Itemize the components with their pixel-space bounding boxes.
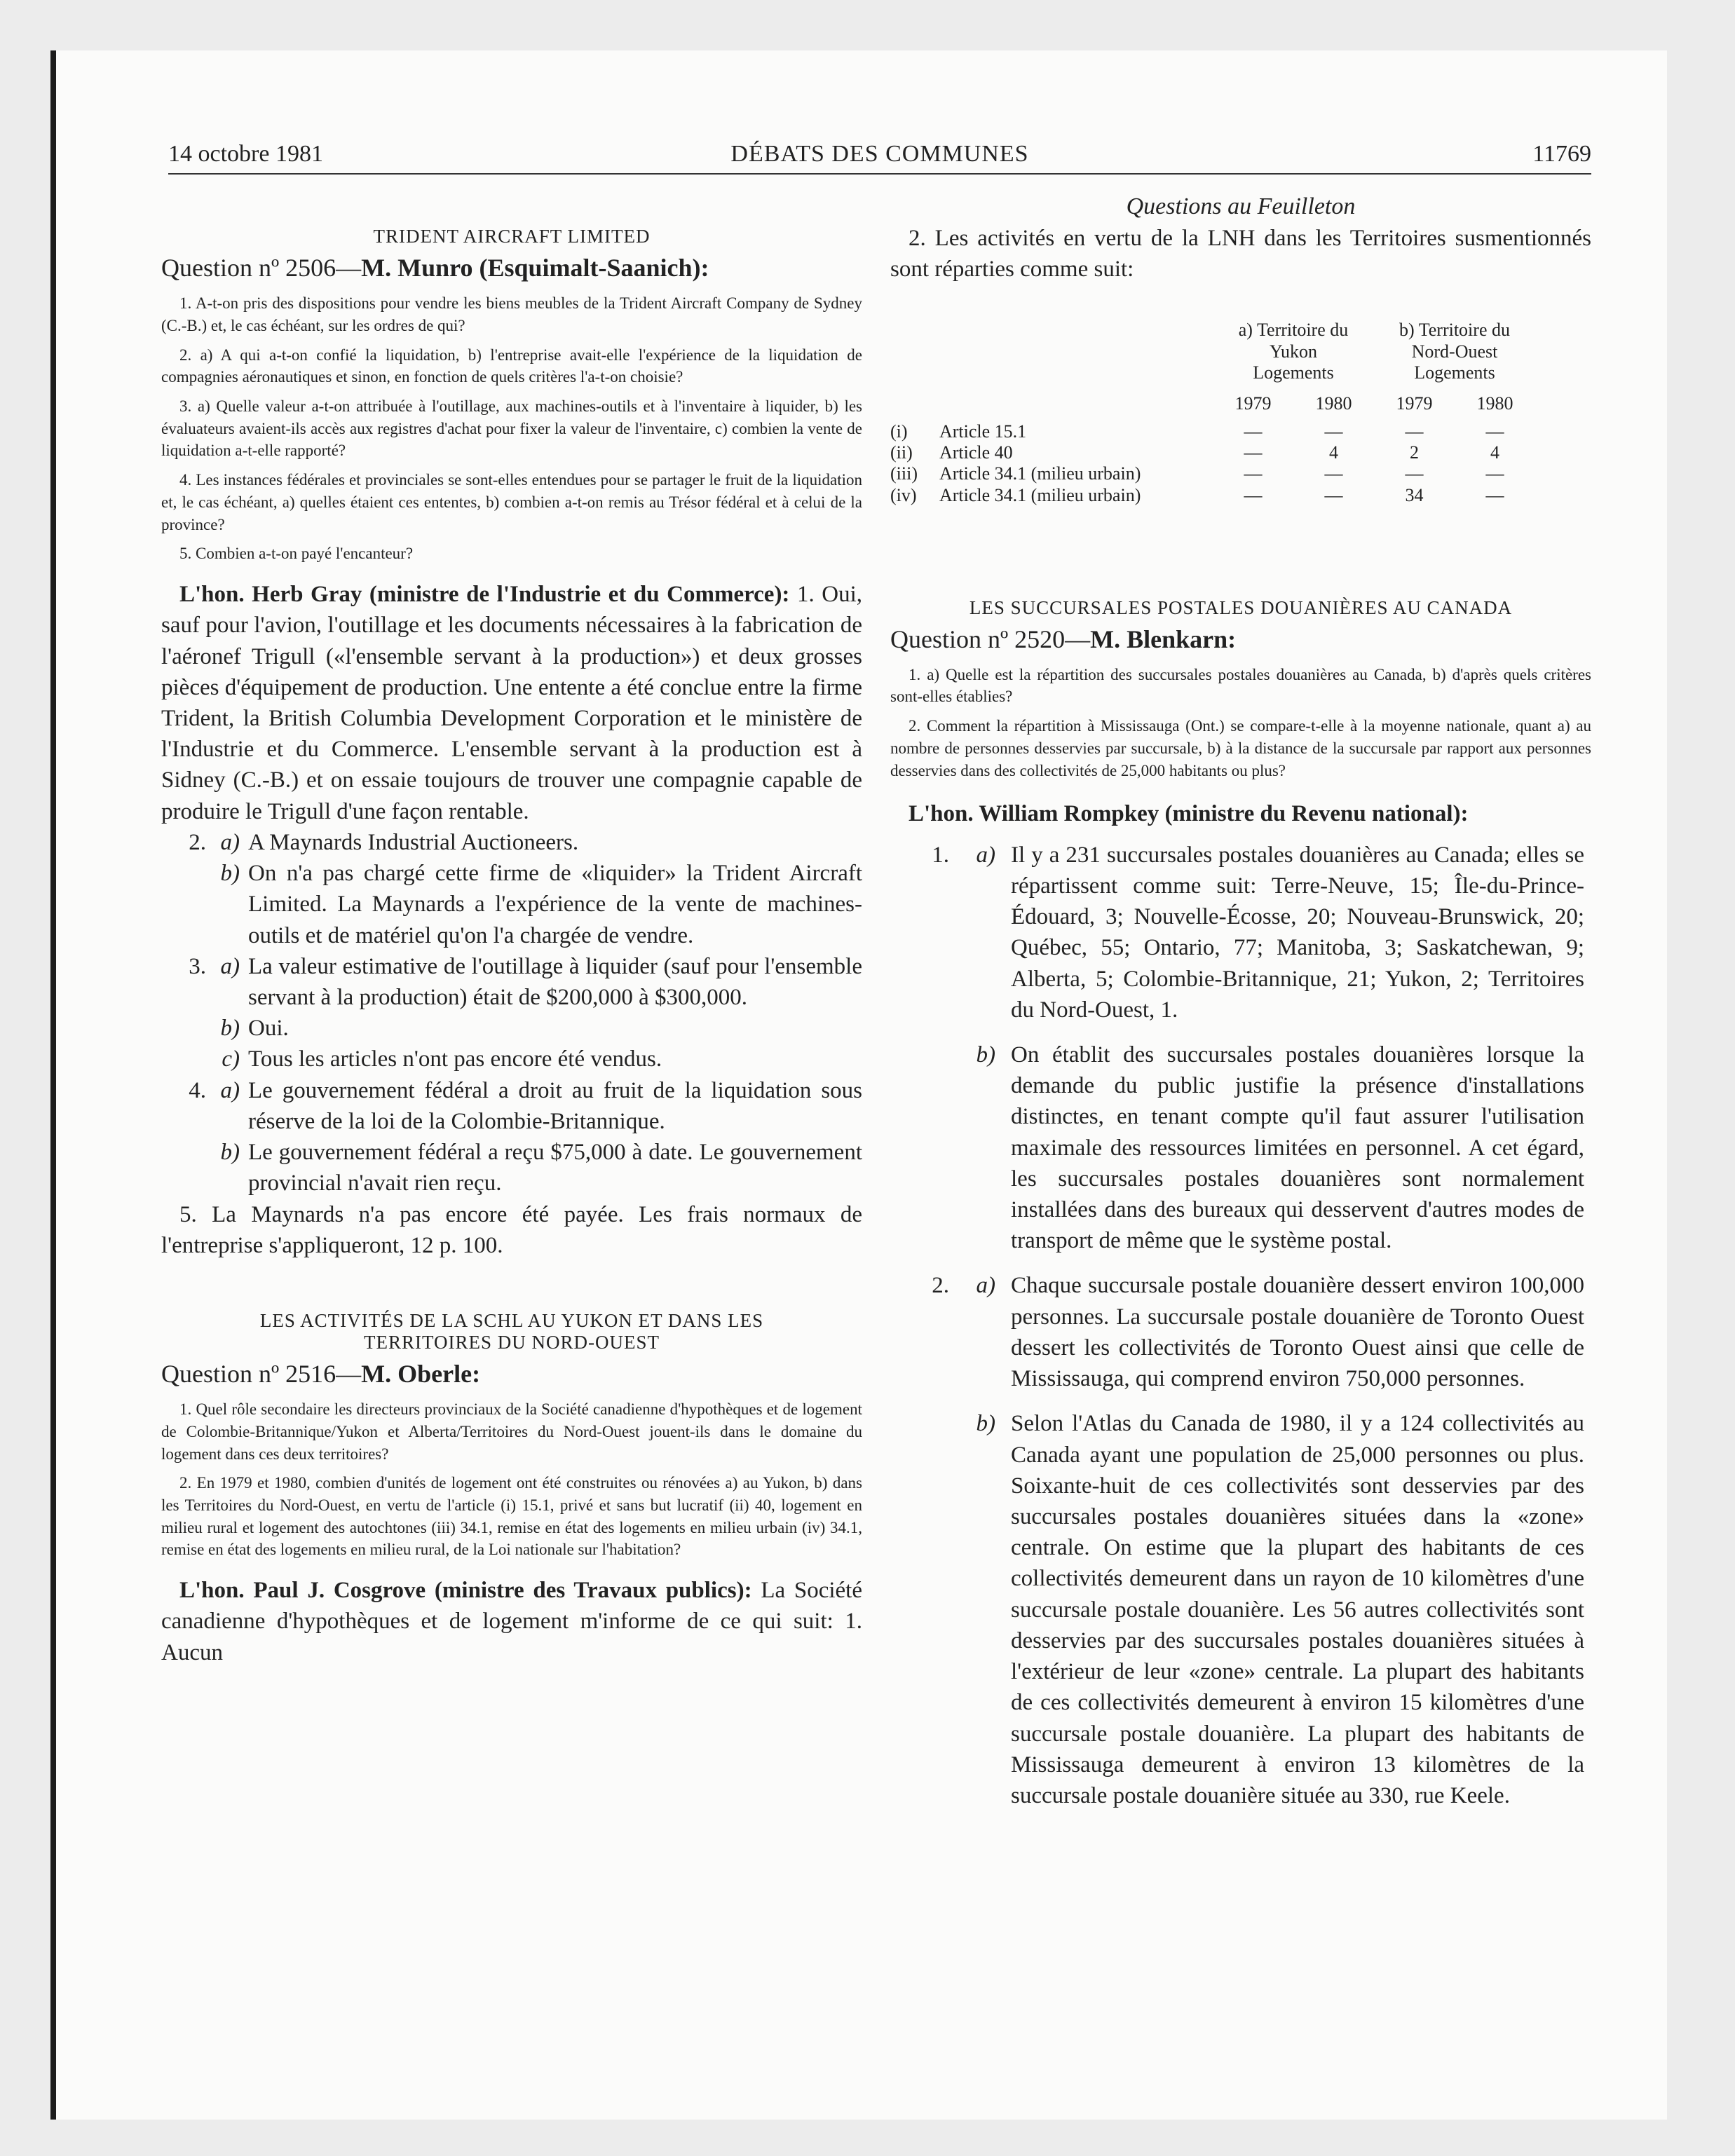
intro-paragraph: 2. Les activités en vertu de la LNH dans les Territoires susmentionnés sont réparties comme suit: [890,226,1591,282]
table-row: (iii) Article 34.1 (milieu urbain) — — — — [890,463,1504,484]
answer-speaker: L'hon. Herb Gray (ministre de l'Industrie et du Commerce): [179,582,790,608]
housing-table [890,320,1535,505]
question-member: M. Oberle: [361,1360,481,1389]
table-year-row: 1979 1980 1979 1980 [1234,393,1513,414]
question-heading: Question nº 2516—M. Oberle: [161,1360,481,1389]
table-row: (i) Article 15.1 — — — — [890,421,1504,442]
answer-item: 2. a) Chaque succursale postale douanière dessert environ 100,000 personnes. La succursale postale douanière de Toronto Ouest dessert les collectivités de Toronto Ouest ainsi que celle de Mississauga, qui comprend environ 750,000 personnes. [932,1273,1584,1392]
running-title: Questions au Feuilleton [1126,193,1356,219]
question-member: M. Blenkarn: [1090,625,1237,653]
answer-paragraph [161,579,862,827]
section-title: TRIDENT AIRCRAFT LIMITED [373,226,651,247]
answer-item: 3. a) La valeur estimative de l'outillage à liquider (sauf pour l'ensemble servant à la production) était de $200,000 à $300,000. [189,953,862,1010]
answer-item: b) On établit des succursales postales douanières lorsque la demande du public justifie la présence d'installations distinctes, en tenant compte qu'il faut assurer l'utilisation maximale des ressources limitées en personnel. A cet égard, les succursales postales douanières sont normalement installées dans des bureaux qui desservent d'autres modes de transport de même que le système postal. [976,1042,1584,1254]
answer-speaker: L'hon. William Rompkey (ministre du Revenu national): [909,801,1469,827]
header-page-number: 11769 [1532,141,1591,167]
answer-item: 4. a) Le gouvernement fédéral a droit au fruit de la liquidation sous réserve de la loi de la Colombie-Britannique. [189,1077,862,1134]
right-column [890,189,1591,1811]
header-date: 14 octobre 1981 [168,141,323,167]
answer-closing: 5. La Maynards n'a pas encore été payée. Les frais normaux de l'entreprise s'appliqueront, 12 p. 100. [161,1201,862,1258]
question-paragraph: 3. a) Quelle valeur a-t-on attribuée à l'outillage, aux machines-outils et à l'inventaire à liquider, b) les évaluateurs avaient-ils accès aux registres d'achat pour fixer la valeur de l'inventaire, c) combien la vente de liquidation a-t-elle rapporté? [161,397,862,460]
answer-item: b) Le gouvernement fédéral a reçu $75,000 à date. Le gouvernement provincial n'avait rien reçu. [220,1140,862,1196]
answer-item: 2. a) A Maynards Industrial Auctioneers. [189,829,579,855]
question-member: M. Munro (Esquimalt-Saanich): [361,254,709,282]
binding-edge [50,50,56,2120]
section-title: LES ACTIVITÉS DE LA SCHL AU YUKON ET DANS LES TERRITOIRES DU NORD-OUEST [259,1309,764,1353]
question-paragraph: 1. Quel rôle secondaire les directeurs provinciaux de la Société canadienne d'hypothèques et de logement de Colombie-Britannique/Yukon et Alberta/Territoires du Nord-Ouest jouent-ils dans le domaine du logement dans ces deux territoires? [161,1400,862,1463]
answer-item: b) Selon l'Atlas du Canada de 1980, il y a 124 collectivités au Canada ayant une population de 25,000 personnes ou plus. Soixante-huit de ces collectivités sont desservies par des succursales postales douanières situées dans la «zone» centrale. On estime que la plupart des habitants de ces collectivités demeurent dans un rayon de 10 kilomètres d'une succursale postale douanière. Les 56 autres collectivités sont desservies par des succursales postales douanières situées à l'extérieur de leur «zone» centrale. La plupart des habitants de ces collectivités demeurent à environ 15 kilomètres d'une succursale postale douanière. La plupart des habitants de Mississauga demeurent à environ 13 kilomètres de la succursale postale douanière située au 330, rue Keele. [976,1411,1584,1808]
table-header-a: a) Territoire du Yukon Logements [1238,320,1349,383]
question-paragraph: 2. Comment la répartition à Mississauga (Ont.) se compare-t-elle à la moyenne nationale, quant a) au nombre de personnes desservies par succursale, b) à la distance de la succursale par rapport aux personnes desservies dans des collectivités de 25,000 habitants ou plus? [890,717,1591,779]
answer-item: c) Tous les articles n'ont pas encore été vendus. [222,1046,662,1072]
section-title: LES SUCCURSALES POSTALES DOUANIÈRES AU CANADA [969,596,1513,618]
answer-item: b) On n'a pas chargé cette firme de «liquider» la Trident Aircraft Limited. La Maynards a l'expérience de la vente de machines-outils et de matériel qu'on l'a chargée de vendre. [220,861,862,948]
question-paragraph: 5. Combien a-t-on payé l'encanteur? [179,545,414,563]
answer-speaker: L'hon. Paul J. Cosgrove (ministre des Travaux publics): [179,1578,752,1604]
answer-text: La Société canadienne d'hypothèques et de logement m'informe de ce qui suit: 1. Aucun [161,1578,862,1665]
answer-item: 1. a) Il y a 231 succursales postales douanières au Canada; elles se répartissent comme suit: Terre-Neuve, 15; Île-du-Prince-Édouard, 3; Nouvelle-Écosse, 20; Nouveau-Brunswick, 20; Québec, 55; Ontario, 77; Manitoba, 3; Saskatchewan, 9; Alberta, 5; Colombie-Britannique, 21; Yukon, 2; Territoires du Nord-Ouest, 1. [932,842,1584,1023]
question-heading: Question nº 2506—M. Munro (Esquimalt-Saanich): [161,254,709,282]
question-paragraph: 2. a) A qui a-t-on confié la liquidation, b) l'entreprise avait-elle l'expérience de la liquidation de compagnies aéronautiques et sinon, en fonction de quels critères l'a-t-on choisie? [161,346,862,386]
question-paragraph: 4. Les instances fédérales et provinciales se sont-elles entendues pour se partager le fruit de la liquidation et, le cas échéant, a) quelles étaient ces ententes, b) combien a-t-on remis au Trésor fédéral et à celui de la province? [161,471,862,533]
header-title: DÉBATS DES COMMUNES [730,141,1029,167]
answer-item: b) Oui. [220,1016,289,1042]
question-paragraph: 2. En 1979 et 1980, combien d'unités de logement ont été construites ou rénovées a) au Yukon, b) dans les Territoires du Nord-Ouest, en vertu de l'article (i) 15.1, privé et sans but lucratif (ii) 40, logement en milieu rural et logement des autochtones (iii) 34.1, remise en état des logements en milieu urbain (iv) 34.1, remise en état des logements en milieu rural, de la Loi nationale sur l'habitation? [161,1474,862,1559]
answer-text: 1. Oui, sauf pour l'avion, l'outillage et les documents nécessaires à la fabrication de l'aéronef Trigull («l'ensemble servant à la production») et deux grosses pièces d'équipement de production. Une entente a été conclue entre la firme Trident, la British Columbia Development Corporation et le ministère de l'Industrie et du Commerce. L'ensemble servant à la production est à Sidney (C.-B.) et on essaie toujours de trouver une compagnie capable de produire le Trigull d'une façon rentable. [161,582,862,824]
question-heading: Question nº 2520—M. Blenkarn: [890,625,1237,653]
left-column [161,189,862,1668]
table-row: (ii) Article 40 — 4 2 4 [890,442,1499,463]
table-header-b: b) Territoire du Nord-Ouest Logements [1399,320,1510,383]
table-row: (iv) Article 34.1 (milieu urbain) — — 34 — [890,484,1504,505]
page-header [168,137,1591,175]
question-paragraph: 1. a) Quelle est la répartition des succursales postales douanières au Canada, b) d'après quels critères sont-elles établies? [890,665,1591,706]
answer-paragraph [161,1575,862,1668]
question-paragraph: 1. A-t-on pris des dispositions pour vendre les biens meubles de la Trident Aircraft Company de Sydney (C.-B.) et, le cas échéant, sur les ordres de qui? [161,294,862,334]
